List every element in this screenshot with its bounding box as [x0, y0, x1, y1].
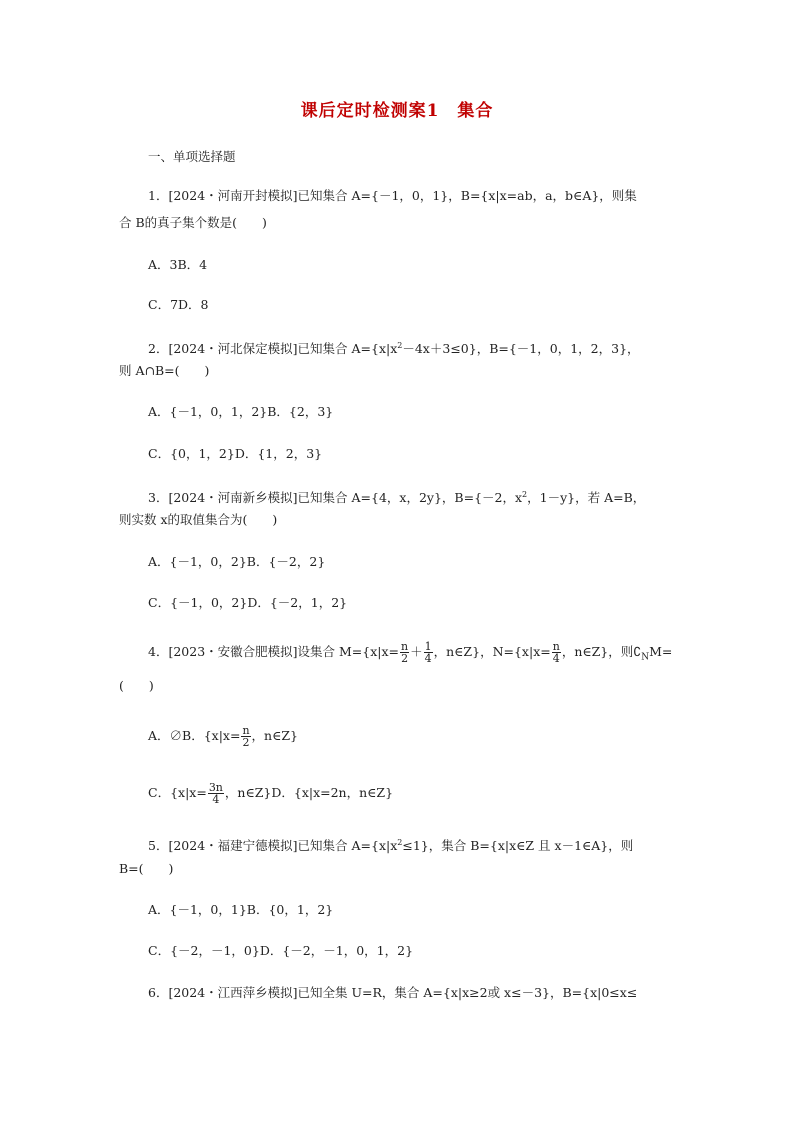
question-2-options-cd: C．{0，1，2}D．{1，2，3} [148, 446, 323, 461]
question-3-stem-cont: 则实数 x的取值集合为( ) [119, 512, 278, 527]
question-3-options-cd: C．{－1，0，2}D．{－2，1，2} [148, 595, 348, 610]
question-1-stem: 1．[2024・河南开封模拟]已知集合 A={－1，0，1}，B={x|x=ab，a，b∈A}，则集 [148, 188, 637, 203]
question-4-options-cd: C．{x|x= $\frac{3n}{4}$ ，n∈Z}D．{x|x=2n，n∈Z} [148, 781, 394, 806]
page-title: 课后定时检测案1 集合 [300, 101, 494, 121]
question-2-stem: 2．[2024・河北保定模拟]已知集合 $A=\{x|x^2-4x+3\le 0\}$，B={－1，0，1，2，3}， [148, 341, 640, 357]
fraction-option-c: $\frac{3n}{4}$ [208, 781, 223, 806]
question-3-options-ab: A．{－1，0，2}B．{－2，2} [148, 554, 326, 569]
section-heading: 一、单项选择题 [148, 149, 236, 164]
question-5-stem-cont: B=( ) [119, 861, 174, 876]
question-1-options-ab: A．3B．4 [148, 257, 208, 272]
question-1-stem-cont: 合 B的真子集个数是( ) [119, 215, 267, 230]
question-2-options-ab: A．{－1，0，1，2}B．{2，3} [148, 404, 334, 419]
fraction-n-over-2: $\frac{n}{2}$ [401, 640, 409, 665]
question-1-options-cd: C．7D．8 [148, 297, 209, 312]
fraction-1-over-4: $\frac{1}{4}$ [424, 640, 432, 665]
question-4-stem-cont: ( ) [119, 678, 154, 693]
question-5-options-cd: C．{－2，－1，0}D．{－2，－1，0，1，2} [148, 943, 414, 958]
fraction-option-b: $\frac{n}{2}$ [242, 724, 250, 749]
question-5-stem: 5．[2024・福建宁德模拟]已知集合 $A=\{x|x^2\le 1\}$，集合 B={x|x∈Z 且 x－1∈A}，则 [148, 838, 634, 854]
question-5-options-ab: A．{－1，0，1}B．{0，1，2} [148, 902, 334, 917]
fraction-n-over-4: $\frac{n}{4}$ [552, 640, 560, 665]
question-6-stem: 6．[2024・江西萍乡模拟]已知全集 U=R，集合 A={x|x≥2或 x≤－3}，B={x|0≤x≤ [148, 985, 638, 1000]
question-3-stem: 3．[2024・河南新乡模拟]已知集合 A={4，x，2y}，B={－2，$x^2$，1－y}，若 A=B， [148, 490, 646, 506]
question-4-stem: 4．[2023・安徽合肥模拟]设集合 M={x|x= $\frac{n}{2}$ ＋ $\frac{1}{4}$ ，n∈Z}，N={x|x= $\frac{n}{4}$ ，n∈Z}，则$∁_NM=$ [148, 640, 673, 665]
question-4-options-ab: A．∅B．{x|x= $\frac{n}{2}$ ，n∈Z} [148, 724, 298, 749]
question-2-stem-cont: 则 A∩B=( ) [119, 363, 210, 378]
